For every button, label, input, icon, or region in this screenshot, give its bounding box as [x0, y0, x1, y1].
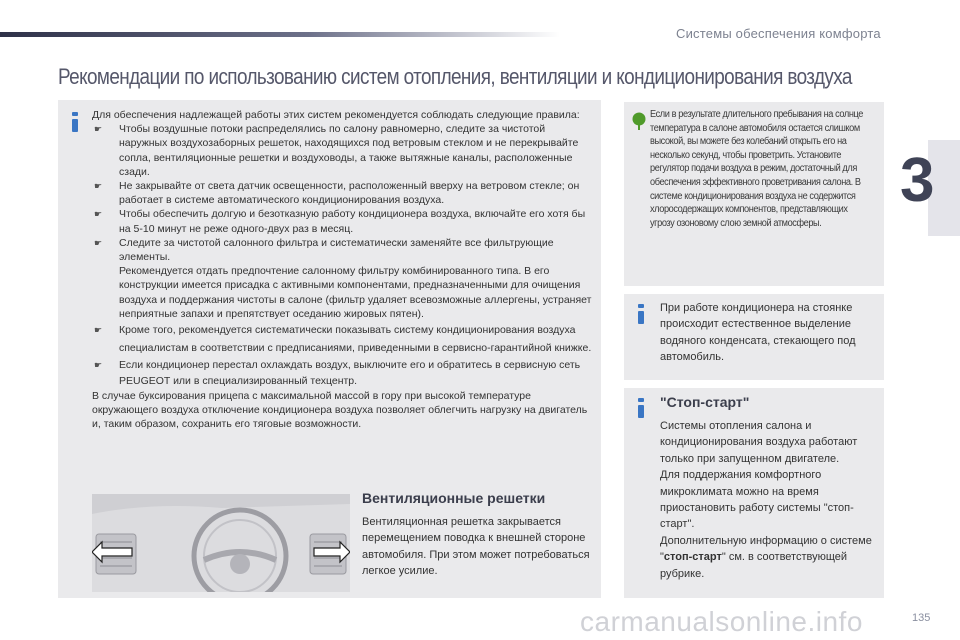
trailer-paragraph: В случае буксирования прицепа с максимальной массой в гору при высокой температуре окружающего воздуха отключение кондиционера воздуха позволяет облегчить нагрузку на двигатель и, таким образом, сохранить его тяговые возможности. — [92, 390, 588, 431]
stop-start-para-3: Дополнительную информацию о системе "стоп-старт" см. в соответствующей рубрике. — [660, 534, 872, 580]
stop-start-bold-term: стоп-старт — [663, 551, 722, 564]
chapter-number: 3 — [900, 146, 935, 215]
watermark: carmanualsonline.info — [580, 606, 863, 637]
vent-illustration — [92, 494, 350, 592]
list-item: ☛ Если кондиционер перестал охлаждать воздух, выключите его и обратитесь в сервисную сеть PEUGEOT или в специализированный техцентр. — [94, 359, 581, 388]
info-icon — [72, 112, 78, 132]
parking-note-text: При работе кондиционера на стоянке происходит естественное выделение водяного конденсата, стекающего под автомобиль. — [660, 302, 856, 364]
stop-start-text — [660, 418, 882, 582]
section-title: Системы обеспечения комфорта — [676, 26, 881, 41]
bullet-arrow-icon: ☛ — [94, 124, 103, 135]
stop-start-para-2: Для поддержания комфортного микроклимата можно на время приостановить работу системы "стоп-старт". — [660, 469, 854, 531]
main-info-panel — [58, 100, 601, 598]
parking-note-panel — [624, 294, 884, 380]
list-item: ☛ Чтобы обеспечить долгую и безотказную работу кондиционера воздуха, включайте его хотя бы на 5-10 минут не реже одного-двух раз в месяц. — [94, 208, 586, 235]
eco-note-panel — [624, 102, 884, 286]
list-item: ☛ Чтобы воздушные потоки распределялись по салону равномерно, следите за чистотой наружных воздухозаборных решеток, находящихся под ветровым стеклом и не перекрывайте сопла, вентиляционные решетки и воздуховоды, а также вытяжные каналы, расположенные сзади. — [94, 123, 579, 178]
bullet-arrow-icon: ☛ — [94, 209, 103, 220]
dashboard-vent-image — [92, 494, 350, 592]
stop-start-para-1: Системы отопления салона и кондиционирования воздуха работают только при запущенном двигателе. — [660, 420, 858, 465]
bullet-arrow-icon: ☛ — [94, 181, 103, 192]
stop-start-panel — [624, 388, 884, 598]
vents-text: Вентиляционная решетка закрывается перемещением поводка к внешней стороне автомобиля. При этом может потребоваться легкое усилие. — [362, 516, 590, 578]
page-number: 135 — [912, 612, 931, 624]
info-icon — [638, 398, 644, 418]
header-decor-bar — [0, 32, 560, 37]
list-item: ☛ Не закрывайте от света датчик освещенности, расположенный вверху на ветровом стекле; он работает в системе автоматического кондиционирования воздуха. — [94, 180, 580, 207]
bullet-arrow-icon: ☛ — [94, 360, 103, 371]
list-item: ☛ Кроме того, рекомендуется систематически показывать систему кондиционирования воздуха специалистам в соответствии с предписаниями, приведенными в сервисно-гарантийной книжке. — [92, 321, 594, 357]
eco-note-text: Если в результате длительного пребывания на солнце температура в салоне автомобиля остается слишком высокой, вы можете без колебаний открыть его на несколько секунд, чтобы проветрить. Установите регулятор подачи воздуха в режим, достаточный для обеспечения эффективного проветривания салона. В системе кондиционирования воздуха не содержится хлоросодержащих компонентов, представляющих угрозу озоновому слою земной атмосферы. — [650, 109, 863, 229]
bullet-arrow-icon: ☛ — [94, 325, 103, 336]
stop-start-heading: "Стоп-старт" — [660, 394, 750, 410]
page-title: Рекомендации по использованию систем отопления, вентиляции и кондиционирования воздуха — [58, 64, 852, 89]
intro-paragraph: Для обеспечения надлежащей работы этих систем рекомендуется соблюдать следующие правила: — [92, 109, 580, 121]
main-text — [92, 108, 594, 432]
eco-tree-icon — [632, 112, 646, 130]
bullet-arrow-icon: ☛ — [94, 237, 103, 248]
filter-paragraph: Рекомендуется отдать предпочтение салонному фильтру комбинированного типа. В его конструкции имеется присадка с активными компонентами, предназначенными для очищения воздуха и поддержания чистоты в салоне (фильтр удаляет всевозможные аллергены, устраняет неприятные запахи и препятствует оседанию жировых пятен). — [119, 265, 592, 320]
list-item: ☛ Следите за чистотой салонного фильтра и систематически заменяйте все фильтрующие элементы. — [94, 236, 554, 264]
vents-heading: Вентиляционные решетки — [362, 490, 546, 506]
info-icon — [638, 304, 644, 324]
